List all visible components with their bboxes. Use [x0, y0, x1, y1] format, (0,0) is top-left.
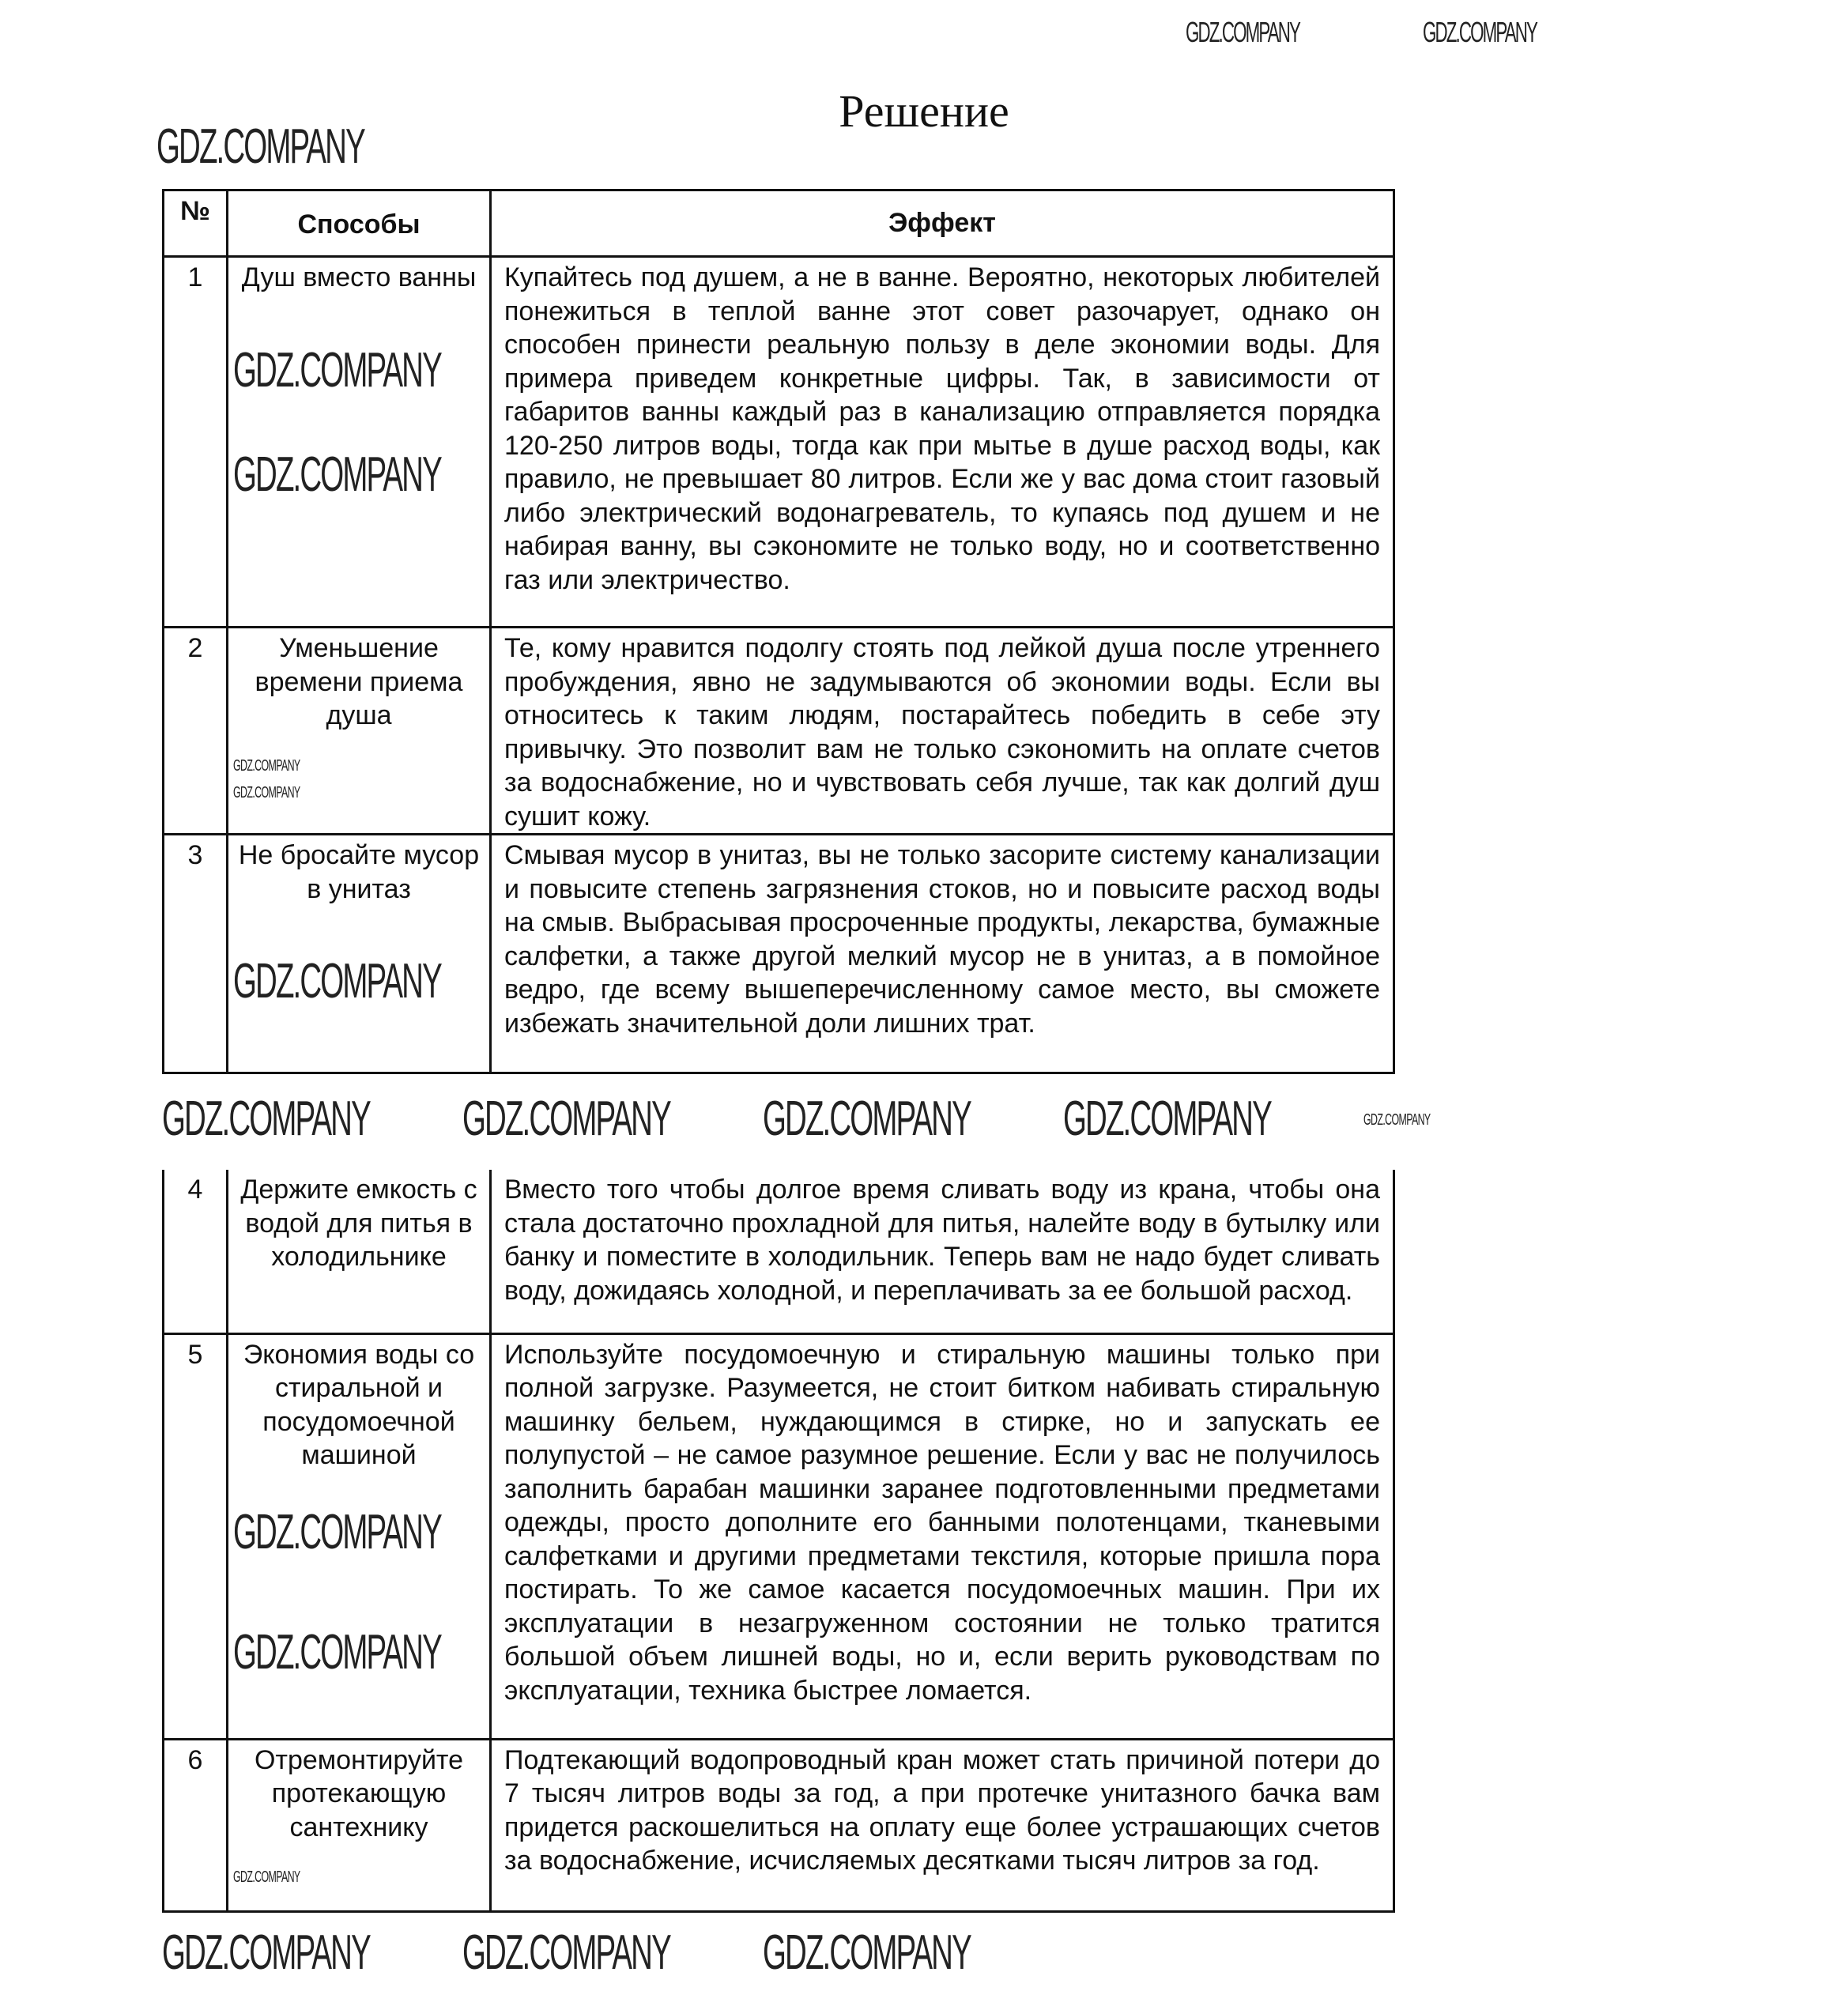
content: [162, 189, 1431, 2000]
row-method-cell: [228, 628, 491, 835]
row-method-cell: [228, 1739, 491, 1911]
row-number: 3: [164, 835, 228, 1073]
row-method-cell: [228, 835, 491, 1073]
table-gap: [162, 1074, 1431, 1170]
table-row: [164, 1739, 1394, 1911]
row-number: 5: [164, 1333, 228, 1739]
table-row: [164, 1333, 1394, 1739]
row-number: 4: [164, 1170, 228, 1333]
row-effect: Те, кому нравится подолгу стоять под лейкой душа после утреннего пробуждения, явно не задумываются об экономии воды. Если вы относитесь к таким людям, постарайтесь победить в себе эту привычку. Это позволит вам не только сэкономить на оплате счетов за водоснабжение, но и чувствовать себя лучше, так как долгий душ сушит кожу.: [491, 628, 1394, 835]
watermark: GDZ.COMPANY: [233, 1624, 441, 1680]
watermark: GDZ.COMPANY: [162, 1925, 370, 1980]
row-number: 2: [164, 628, 228, 835]
table-row: [164, 628, 1394, 835]
row-effect: Используйте посудомоечную и стиральную машины только при полной загрузке. Разумеется, не стоит битком набивать стиральную машинку бельем, нуждающимся в стирке, но и запускать ее полупустой – не самое разумное решение. Если у вас не получилось заполнить барабан машинки заранее подготовленными предметами одежды, просто дополните его банными полотенцами, тканевыми салфетками и другими предметами текстиля, которые пришла пора постирать. То же самое касается посудомоечных машин. При их эксплуатации в незагруженном состоянии не только тратится большой объем лишней воды, но и, если верить руководствам по эксплуатации, техника быстрее ломается.: [491, 1333, 1394, 1739]
watermark: GDZ.COMPANY: [233, 342, 441, 398]
header-effect: Эффект: [491, 190, 1394, 257]
methods-table-part-2: [162, 1170, 1395, 1913]
row-effect: Смывая мусор в унитаз, вы не только засорите систему канализации и повысите степень загрязнения стоков, но и повысите расход воды на смыв. Выбрасывая просроченные продукты, лекарства, бумажные салфетки, а также другой мелкий мусор не в унитаз, а в помойное ведро, где всему вышеперечисленному самое место, вы сможете избежать значительной доли лишних трат.: [491, 835, 1394, 1073]
table-header-row: [164, 190, 1394, 257]
below-table: [162, 1913, 1395, 2000]
row-effect: Подтекающий водопроводный кран может стать причиной потери до 7 тысяч литров воды за год, а при протечке унитазного бачка вам придется раскошелиться на оплату еще более устрашающих счетов за водоснабжение, исчисляемых десятками тысяч литров за год.: [491, 1739, 1394, 1911]
watermark: GDZ.COMPANY: [1423, 16, 1537, 48]
table-row: [164, 835, 1394, 1073]
watermark: GDZ.COMPANY: [157, 119, 364, 174]
page-title: Решение: [839, 85, 1009, 137]
row-method: Держите емкость с водой для питья в холодильнике: [228, 1170, 491, 1333]
watermark: GDZ.COMPANY: [233, 756, 300, 775]
methods-table-part-1: [162, 189, 1395, 1074]
row-number: 6: [164, 1739, 228, 1911]
header-number: №: [164, 190, 228, 257]
table-row: [164, 1170, 1394, 1333]
row-number: 1: [164, 257, 228, 628]
row-method: Уменьшение времени приема душа: [255, 633, 463, 730]
watermark: GDZ.COMPANY: [763, 1925, 971, 1980]
watermark: GDZ.COMPANY: [233, 783, 300, 801]
watermark: GDZ.COMPANY: [233, 1504, 441, 1559]
watermark: GDZ.COMPANY: [162, 1091, 370, 1146]
row-effect: Купайтесь под душем, а не в ванне. Вероятно, некоторых любителей понежиться в теплой ванне этот совет разочарует, однако он способен принести реальную пользу в деле экономии воды. Для примера приведем конкретные цифры. Так, в зависимости от габаритов ванны каждый раз в канализацию отправляется порядка 120-250 литров воды, тогда как при мытье в душе расход воды, как правило, не превышает 80 литров. Если же у вас дома стоит газовый либо электрический водонагреватель, то купаясь под душем и не набирая ванну, вы сэкономите не только воду, но и соответственно газ или электричество.: [491, 257, 1394, 628]
row-effect: Вместо того чтобы долгое время сливать воду из крана, чтобы она стала достаточно прохладной для питья, налейте воду в бутылку или банку и поместите в холодильник. Теперь вам не надо будет сливать воду, дожидаясь холодной, и переплачивать за ее большой расход.: [491, 1170, 1394, 1333]
watermark: GDZ.COMPANY: [763, 1091, 971, 1146]
watermark: GDZ.COMPANY: [1363, 1110, 1431, 1129]
watermark: GDZ.COMPANY: [1186, 16, 1300, 48]
watermark: GDZ.COMPANY: [1063, 1091, 1271, 1146]
row-method: Отремонтируйте протекающую сантехнику: [254, 1744, 464, 1842]
row-method-cell: [228, 257, 491, 628]
table-row: [164, 257, 1394, 628]
row-method: Душ вместо ванны: [241, 262, 477, 292]
row-method: Не бросайте мусор в унитаз: [238, 840, 480, 904]
watermark: GDZ.COMPANY: [233, 447, 441, 502]
watermark: GDZ.COMPANY: [462, 1925, 670, 1980]
watermark: GDZ.COMPANY: [233, 954, 441, 1009]
row-method: Экономия воды со стиральной и посудомоечной машиной: [243, 1339, 475, 1470]
row-method-cell: [228, 1333, 491, 1739]
header-methods: Способы: [228, 190, 491, 257]
watermark: GDZ.COMPANY: [462, 1091, 670, 1146]
watermark: GDZ.COMPANY: [233, 1868, 300, 1886]
